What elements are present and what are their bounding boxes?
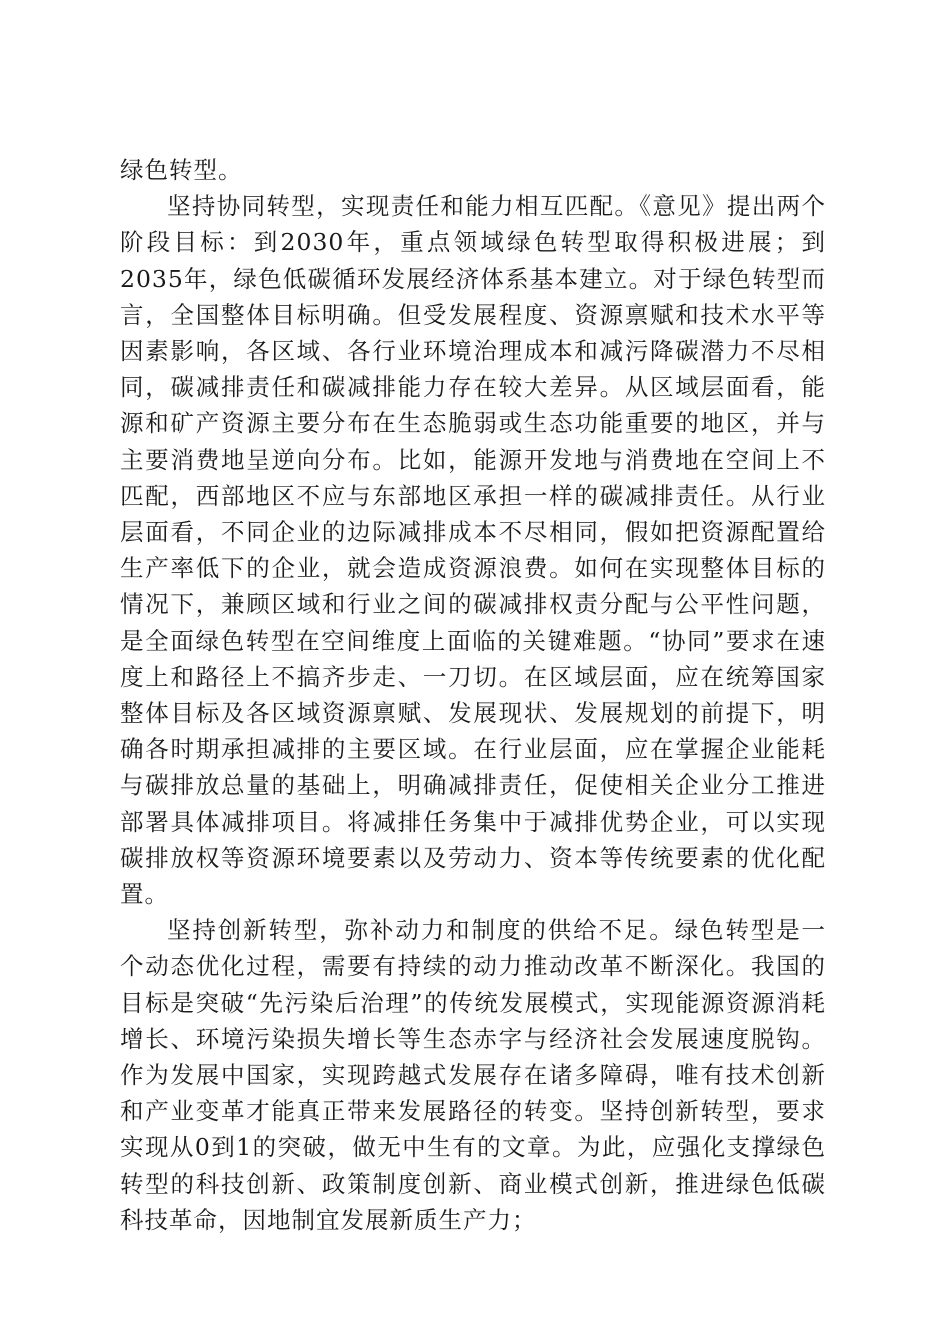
paragraph-coordinated-transition: 坚持协同转型，实现责任和能力相互匹配。《意见》提出两个阶段目标：到2030年，重点领域绿色转型取得积极进展；到2035年，绿色低碳循环发展经济体系基本建立。对于绿色转型而言，全国整体目标明确。但受发展程度、资源禀赋和技术水平等因素影响，各区域、各行业环境治理成本和减污降碳潜力不尽相同，碳减排责任和碳减排能力存在较大差异。从区域层面看，能源和矿产资源主要分布在生态脆弱或生态功能重要的地区，并与主要消费地呈逆向分布。比如，能源开发地与消费地在空间上不匹配，西部地区不应与东部地区承担一样的碳减排责任。从行业层面看，不同企业的边际减排成本不尽相同，假如把资源配置给生产率低下的企业，就会造成资源浪费。如何在实现整体目标的情况下，兼顾区域和行业之间的碳减排权责分配与公平性问题，是全面绿色转型在空间维度上面临的关键难题。“协同”要求在速度上和路径上不搞齐步走、一刀切。在区域层面，应在统筹国家整体目标及各区域资源禀赋、发展现状、发展规划的前提下，明确各时期承担减排的主要区域。在行业层面，应在掌握企业能耗与碳排放总量的基础上，明确减排责任，促使相关企业分工推进部署具体减排项目。将减排任务集中于减排优势企业，可以实现碳排放权等资源环境要素以及劳动力、资本等传统要素的优化配置。 bbox=[120, 192, 826, 909]
paragraph-innovative-transition: 坚持创新转型，弥补动力和制度的供给不足。绿色转型是一个动态优化过程，需要有持续的动力推动改革不断深化。我国的目标是突破“先污染后治理”的传统发展模式，实现能源资源消耗增长、环境污染损失增长等生态赤字与经济社会发展速度脱钩。作为发展中国家，实现跨越式发展存在诸多障碍，唯有技术创新和产业变革才能真正带来发展路径的转变。坚持创新转型，要求实现从0到1的突破，做无中生有的文章。为此，应强化支撑绿色转型的科技创新、政策制度创新、商业模式创新，推进绿色低碳科技革命，因地制宜发展新质生产力； bbox=[120, 916, 826, 1234]
paragraph-continuation: 绿色转型。 bbox=[120, 156, 243, 184]
document-body bbox=[120, 152, 826, 1238]
